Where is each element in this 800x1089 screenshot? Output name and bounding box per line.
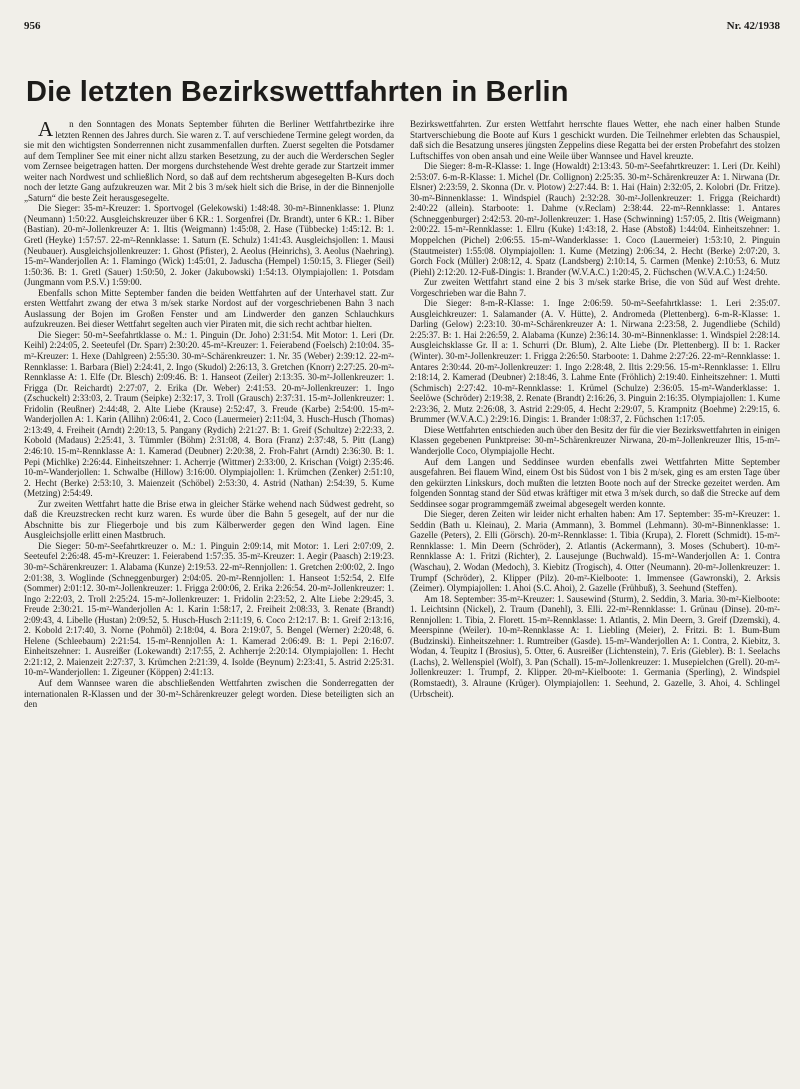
page-number: 956 <box>24 20 41 32</box>
paragraph: Die Sieger: 8-m-R-Klasse: 1. Inge (Howaldt) 2:13:43. 50-m²-Seefahrtkreuzer: 1. Leri (Dr. Keihl) 2:53:07. 6-m-R-Klasse: 1. Michel (Dr. Collignon) 2:25:35. 30-m²-Schärenkreuzer A: 1. Nirwana (Dr. Elsner) 2:23:59, 2. Skonna (Dr. v. Plotow) 2:27:44. B: 1. Hai (Hain) 2:32:05, 2. Kolobri (Dr. Fritze). 30-m²-Binnenklasse: 1. Windspiel (Rauch) 2:32:28. 30-m²-Jollenkreuzer: 1. Frigga (Reichardt) 2:40:22 (allein). Starboote: 1. Dahme (v.Reclam) 2:38:44. 22-m²-Rennklasse: 1. Antares (Schneggenburger) 2:42:53. 20-m²-Jollenkreuzer: 1. Hase (Schwinning) 1:57:05, 2. Iltis (Weigmann) 2:00:22. 15-m²-Rennklasse: 1. Ellru (Kuke) 1:43:18, 2. Hase (Abstoß) 1:44:04. Einheitszehner: 1. Moppelchen (Pichel) 2:06:55. 15-m²-Wanderklasse: 1. Coco (Lauermeier) 1:53:10, 2. Pinguin (Stautmeister) 1:55:08. Olympiajollen: 1. Kume (Metzing) 2:06:34, 2. Hecht (Berke) 2:07:20, 3. Gorch Fock (Müller) 2:08:12, 4. Spatz (Landsberg) 2:10:14, 5. Carmen (Menke) 2:10:53, 6. Mutz (Piehl) 2:12:20. 12-Fuß-Dingis: 1. Brander (W.V.A.C.) 1:20:45, 2. Füchschen (W.V.A.C.) 1:24:50. <box>410 161 780 277</box>
paragraph: Die Sieger: 8-m-R-Klasse: 1. Inge 2:06:59. 50-m²-Seefahrtklasse: 1. Leri 2:35:07. Ausgleichkreuzer: 1. Salamander (A. V. Hütte), 2. Andromeda (Plettenberg). 6-m-R-Klasse: 1. Darling (Gelow) 2:23:10. 30-m²-Schärenkreuzer A: 1. Nirwana 2:23:58, 2. Jugendliebe (Schild) 2:25:37. B: 1. Hai 2:26:59, 2. Alabama (Kunze) 2:36:14. 30-m²-Binnenklasse: 1. Windspiel 2:28:14. Ausgleichsklasse Gr. II a: 1. Schurri (Dr. Blum), 2. Alte Liebe (Dr. Plettenberg). II b: 1. Racker (Winter). 30-m²-Jollenkreuzer: 1. Frigga 2:26:50. Starboote: 1. Dahme 2:27:26. 22-m²-Rennklasse: 1. Antares 2:30:44. 20-m²-Jollenkreuzer: 1. Ingo 2:28:48, 2. Iltis 2:29:56. 15-m²-Rennklasse: 1. Ellru 2:18:14, 2. Kamerad (Deubner) 2:18:46, 3. Lahme Ente (Fröhlich) 2:19:40. Einheitszehner: 1. Mutti (Schmisch) 2:27:42. 10-m²-Rennklasse: 1. Krümel (Schulze) 2:36:05. 15-m²-Wanderklasse: 1. Seelöwe (Schröder) 2:19:38, 2. Renate (Brandt) 2:16:26, 3. Pinguin 2:16:35. Olympiajollen: 1. Kume 2:23:36, 2. Mutz 2:26:08, 3. Astrid 2:29:05, 4. Hecht 2:29:07, 5. Krampnitz (Boehme) 2:29:15, 6. Brummer (W.V.A.C.) 2:29:16. Dingis: 1. Brander 1:08:37, 2. Füchschen 1:17:05. <box>410 298 780 425</box>
paragraph: Ebenfalls schon Mitte September fanden die beiden Wettfahrten auf der Unterhavel statt. Zur ersten Wettfahrt zwang der etwa 3 m/sek starke Nordost auf der vorgeschriebenen Bahn 3 nach Auslassung der Bojen im Großen Fenster und am Lindwerder den ganzen Schlauchkurs aufzukreuzen. Bei dieser Wettfahrt segelten auch vier Piraten mit, die sich recht achtbar hielten. <box>24 287 394 330</box>
paragraph: Zur zweiten Wettfahrt hatte die Brise etwa in gleicher Stärke wehend nach Südwest gedreht, so daß die Kreuzstrecken recht kurz waren. Es wurde über die Bahn 5 gesegelt, auf der nur die Abschnitte bis zur Fliegerboje und bis zum Kälberwerder gegen den Wind lagen. Eine Ausgleichsjolle erlitt einen Mastbruch. <box>24 498 394 541</box>
paragraph: An den Sonntagen des Monats September führten die Berliner Wettfahrtbezirke ihre letzten Rennen des Jahres durch. Sie waren z. T. auf verschiedene Termine gelegt worden, da sie mit den wichtigsten Sonderrennen nicht zusammenfallen durften. Zuerst segelten die Potsdamer auf dem Templiner See mit einer nicht allzu starken Besetzung, zu der auch die Werderschen Segler vom Zernsee beigetragen hatten. Der morgens durchstehende West drehte gerade zur Startzeit immer weiter nach Nordwest und schließlich Nord, so daß auf dem rechtsherum abgesegelten B-Kurs doch noch der letzte Gang aufzukreuzen war. Mit 2 bis 3 m/sek hielt sich die Brise, in der die Binnenjolle „Saturn“ die beste Zeit herausgesegelte. <box>24 119 394 203</box>
paragraph: Bezirkswettfahrten. Zur ersten Wettfahrt herrschte flaues Wetter, ehe nach einer halben Stunde Startverschiebung die Boote auf Kurs 1 geschickt wurden. Die Teilnehmer erlebten das Schauspiel, daß sich die Besatzung unseres jüngsten Zeppelins diese Regatta bei der ersten Probefahrt des stolzen Luftschiffes von oben ansah und eine Weile über Wannsee und Havel kreuzte. <box>410 119 780 161</box>
paragraph: Zur zweiten Wettfahrt stand eine 2 bis 3 m/sek starke Brise, die von Süd auf West drehte. Vorgeschrieben war die Bahn 7. <box>410 277 780 298</box>
article-body <box>24 119 780 710</box>
running-header <box>24 20 780 34</box>
paragraph: Die Sieger: 50-m²-Seefahrtklasse o. M.: 1. Pinguin (Dr. Joho) 2:31:54. Mit Motor: 1. Leri (Dr. Keihl) 2:24:05, 2. Seeteufel (Dr. Sparr) 2:30:20. 45-m²-Kreuzer: 1. Feierabend (Foelsch) 2:10:04. 35-m²-Kreuzer: 1. Hexe (Dahlgreen) 2:55:30. 30-m²-Schärenkreuzer: 1. Nr. 35 (Weber) 2:39:12. 22-m²-Rennklasse: 1. Barbara (Biel) 2:24:41, 2. Ingo (Skudol) 2:26:13, 3. Gretchen (Knorr) 2:27:25. 20-m²-Rennklasse A: 1. Elfe (Dr. Blesch) 2:09:46. B: 1. Hanseot (Zeiler) 2:13:35. 30-m²-Jollenkreuzer: 1. Frigga (Dr. Reichardt) 2:27:07, 2. Erika (Dr. Weber) 2:41:53. 20-m²-Jollenkreuzer: 1. Ingo (Zschuckelt) 2:33:03, 2. Traum (Seipke) 2:32:17, 3. Troll (Grausch) 2:37:31. 15-m²-Jollenkreuzer: 1. Fridolin (Reußner) 2:44:48, 2. Alte Liebe (Krause) 2:52:47, 3. Freude (Karbe) 2:54:00. 15-m²-Wanderjollen A: 1. Karin (Allihn) 2:06:41, 2. Coco (Lauermeier) 2:11:04, 3. Husch-Husch (Thomas) 2:13:49, 4. Freiheit (Arndt) 2:20:13, 5. Pangany (Rydich) 2:21:27. B: 1. Greif (Schultze) 2:22:33, 2. Kobold (Madaus) 2:25:41, 3. Tümmler (Böhm) 2:31:08, 4. Bora (Franz) 2:37:48, 5. Pitt (Lang) 2:46:10. 15-m²-Rennklasse A: 1. Kamerad (Deubner) 2:20:38, 2. Froh-Fahrt (Arndt) 2:36:30. B: 1. Pepi (Michlke) 2:26:44. Einheitszehner: 1. Acherrje (Wittmer) 2:33:00, 2. Krischan (Voigt) 2:35:46. 10-m²-Wanderjollen: 1. Schwalbe (Hillow) 3:16:00. Olympiajollen: 1. Krümchen (Zenker) 2:51:10, 2. Hecht (Berke) 2:53:10, 3. Maienzeit (Schöbel) 2:53:30, 4. Astrid (Nathan) 2:54:39, 5. Kume (Metzing) 2:54:49. <box>24 329 394 499</box>
issue-number: Nr. 42/1938 <box>726 20 780 32</box>
paragraph: Auf dem Langen und Seddinsee wurden ebenfalls zwei Wettfahrten Mitte September ausgefahren. Bei flauem Wind, einem Ost bis Südost von 1 bis 2 m/sek, ging es am ersten Tage über den gekürzten Linkskurs, doch mußten die letzten Boote noch auf der Strecke gezeitet werden. Am folgenden Sonntag stand der Süd etwas kräftiger mit etwa 3 m/sek durch, so daß die Strecke auf dem Seddinsee sogar programmgemäß zweimal abgesegelt werden konnte. <box>410 456 780 509</box>
paragraph: Die Sieger: 35-m²-Kreuzer: 1. Sportvogel (Gelekowski) 1:48:48. 30-m²-Binnenklasse: 1. Plunz (Neumann) 1:50:22. Ausgleichskreuzer über 6 KR.: 1. Sorgenfrei (Dr. Brandt), unter 6 KR.: 1. Biber (Bastian). 20-m²-Jollenkreuzer A: 1. Iltis (Weigmann) 1:45:08, 2. Hase (Tübbecke) 1:45:12. B: 1. Gretl (Heyke) 1:57:57. 22-m²-Rennklasse: 1. Saturn (E. Schulz) 1:41:43. Ausgleichsjollen: 1. Mausi (Neubauer). Ausgleichsjollenkreuzer: 1. Ghost (Pfister), 2. Aeolus (Heinrichs), 3. Aeolus (Naehring). 15-m²-Wanderjollen A: 1. Flamingo (Wick) 1:45:01, 2. Jaduscha (Hempel) 1:50:15, 3. Flieger (Seil) 1:50:36. B: 1. Gretl (Sauer) 1:50:50, 2. Joker (Jakubowski) 1:54:13. Olympiajollen: 1. Potsdam (Jungmann vom P.S.V.) 1:59:00. <box>24 203 394 288</box>
paragraph: Am 18. September: 35-m²-Kreuzer: 1. Sausewind (Sturm), 2. Seddin, 3. Maria. 30-m²-Kielboote: 1. Leichtsinn (Nickel), 2. Traum (Danehl), 3. Elli. 22-m²-Rennklasse: 1. Grünau (Dinse). 20-m²-Rennjollen: 1. Tibia, 2. Florett. 15-m²-Rennklasse: 1. Atlantis, 2. Min Deern, 3. Greif (Dzemski), 4. Meerspinne (Weiler). 10-m²-Rennklasse A: 1. Liebling (Meier), 2. Fritzi. B: 1. Bum-Bum (Budzinski). Einheitszehner: 1. Rumtreiber (Gasde). 15-m²-Wanderjollen A: 1. Contra, 2. Kiebitz, 3. Wodan, 4. Teupitz I (Brosius), 5. Otter, 6. Ausreißer (Lichtenstein), 7. Eris (Giebler). B: 1. Seelachs (Lachs), 2. Wellenspiel (Wolf), 3. Pan (Schall). 15-m²-Jollenkreuzer: 1. Musepielchen (Grell). 20-m²-Jollenkreuzer: 1. Trumpf, 2. Klipper. 20-m²-Kielboote: 1. Germania (Sperling), 2. Windspiel (Romstaedt), 3. Alraune (Krüger). Olympiajollen: 1. Seehund, 2. Gazelle, 3. Ahoi, 4. Schlingel (Urbscheit). <box>410 593 780 699</box>
right-column <box>410 119 780 710</box>
paragraph: Auf dem Wannsee waren die abschließenden Wettfahrten zwischen die Sonderregatten der internationalen R-Klassen und der 30-m²-Schärenkreuzer gelegt worden. Diese beteiligten sich an den <box>24 677 394 710</box>
article-title: Die letzten Bezirkswettfahrten in Berlin <box>26 76 569 108</box>
paragraph: Die Sieger: 50-m²-Seefahrtkreuzer o. M.: 1. Pinguin 2:09:14, mit Motor: 1. Leri 2:07:09, 2. Seeteufel 2:26:48. 45-m²-Kreuzer: 1. Feierabend 1:57:35. 35-m²-Kreuzer: 1. Aegir (Paasch) 2:19:23. 30-m²-Schärenkreuzer: 1. Alabama (Kunze) 2:19:53. 22-m²-Rennjollen: 1. Gretchen 2:00:02, 2. Ingo 2:01:38, 3. Woglinde (Schneggenburger) 2:04:05. 20-m²-Rennjollen: 1. Hanseot 1:52:54, 2. Elfe (Sommer) 2:01:12. 30-m²-Jollenkreuzer: 1. Frigga 2:00:06, 2. Erika 2:26:54. 20-m²-Jollenkreuzer: 1. Ingo 2:22:03, 2. Troll 2:25:24. 15-m²-Jollenkreuzer: 1. Fridolin 2:23:52, 2. Alte Liebe 2:29:45, 3. Freude 2:30:21. 15-m²-Wanderjollen A: 1. Karin 1:58:17, 2. Freiheit 2:08:33, 3. Renate (Brandt) 2:09:43, 4. Libelle (Hustan) 2:09:52, 5. Husch-Husch 2:11:19, 6. Coco 2:12:17. B: 1. Greif 2:13:16, 2. Kobold 2:17:40, 3. Norne (Pohmöl) 2:18:04, 4. Bora 2:19:07, 5. Bengel (Werner) 2:20:48, 6. Helene (Schleebaum) 2:21:54. 15-m²-Rennjollen A: 1. Kamerad 2:06:49. B: 1. Pepi 2:16:07. Einheitszehner: 1. Ausreißer (Lokewandt) 2:17:55, 2. Achherrje 2:20:14. Olympiajollen: 1. Hecht 2:21:12, 2. Maienzeit 2:27:37, 3. Krümchen 2:21:39, 4. Isolde (Beynum) 2:23:41, 5. Astrid 2:25:31. 10-m²-Wanderjollen: 1. Zigeuner (Köppen) 2:41:13. <box>24 540 394 678</box>
paragraph: Diese Wettfahrten entschieden auch über den Besitz der für die vier Bezirkswettfahrten in einigen Klassen gegebenen Punktpreise: 30-m²-Schärenkreuzer Nirwana, 20-m²-Jollenkreuzer Iltis, 15-m²-Wanderjolle Coco, Olympiajolle Hecht. <box>410 424 780 456</box>
paragraph: Die Sieger, deren Zeiten wir leider nicht erhalten haben: Am 17. September: 35-m²-Kreuzer: 1. Seddin (Bath u. Kleinau), 2. Maria (Ammann), 3. Bommel (Lehmann). 30-m²-Binnenklasse: 1. Gazelle (Peters), 2. Elli (Görsch). 20-m²-Rennklasse: 1. Tibia (Krupa), 2. Florett (Schmidt). 15-m²-Rennklasse: 1. Min Deern (Schröder), 2. Atlantis (Ackermann), 3. Moses (Schubert). 10-m²-Rennklasse A: 1. Fritzi (Richter), 2. Lausejunge (Buchwald). 15-m²-Wanderjollen A: 1. Contra (Waschau), 2. Wodan (Medoch), 3. Kiebitz (Trogisch), 4. Otter (Neumann). 20-m²-Jollenkreuzer: 1. Trumpf (Schröder), 2. Klipper (Pilz). 20-m²-Kielboote: 1. Immensee (Gawronski), 2. Arksis (Zeimer). Olympiajollen: 1. Ahoi (S.C. Ahoi), 2. Gazelle (Frühbuß), 3. Seehund (Steffen). <box>410 509 780 594</box>
left-column <box>24 119 394 710</box>
